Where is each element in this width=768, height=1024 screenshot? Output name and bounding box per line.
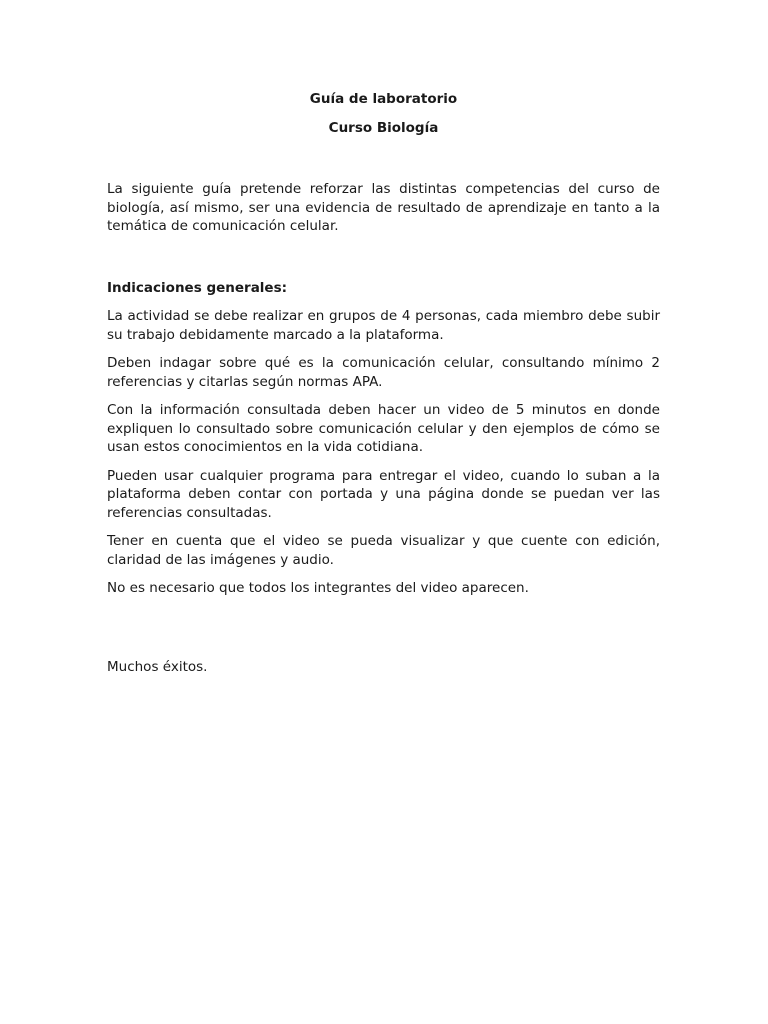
instruction-paragraph: Deben indagar sobre qué es la comunicación celular, consultando mínimo 2 referencias y citarlas según normas APA. xyxy=(107,355,660,390)
closing-line: Muchos éxitos. xyxy=(107,658,208,675)
document-page xyxy=(107,90,660,676)
instruction-paragraph: Tener en cuenta que el video se pueda visualizar y que cuente con edición, claridad de las imágenes y audio. xyxy=(107,533,660,568)
intro-paragraph: La siguiente guía pretende reforzar las distintas competencias del curso de biología, así mismo, ser una evidencia de resultado de aprendizaje en tanto a la temática de comunicación celular. xyxy=(107,181,660,234)
document-title: Guía de laboratorio xyxy=(309,91,458,107)
section-heading: Indicaciones generales: xyxy=(107,279,288,296)
instruction-paragraph: La actividad se debe realizar en grupos de 4 personas, cada miembro debe subir su trabajo debidamente marcado a la plataforma. xyxy=(107,308,660,343)
instruction-paragraph: Con la información consultada deben hacer un video de 5 minutos en donde expliquen lo consultado sobre comunicación celular y den ejemplos de cómo se usan estos conocimientos en la vida cotidiana. xyxy=(107,402,660,455)
instruction-paragraph: Pueden usar cualquier programa para entregar el video, cuando lo suban a la plataforma deben contar con portada y una página donde se puedan ver las referencias consultadas. xyxy=(107,467,660,521)
document-subtitle: Curso Biología xyxy=(328,120,439,136)
instruction-paragraph: No es necesario que todos los integrantes del video aparecen. xyxy=(107,580,529,596)
